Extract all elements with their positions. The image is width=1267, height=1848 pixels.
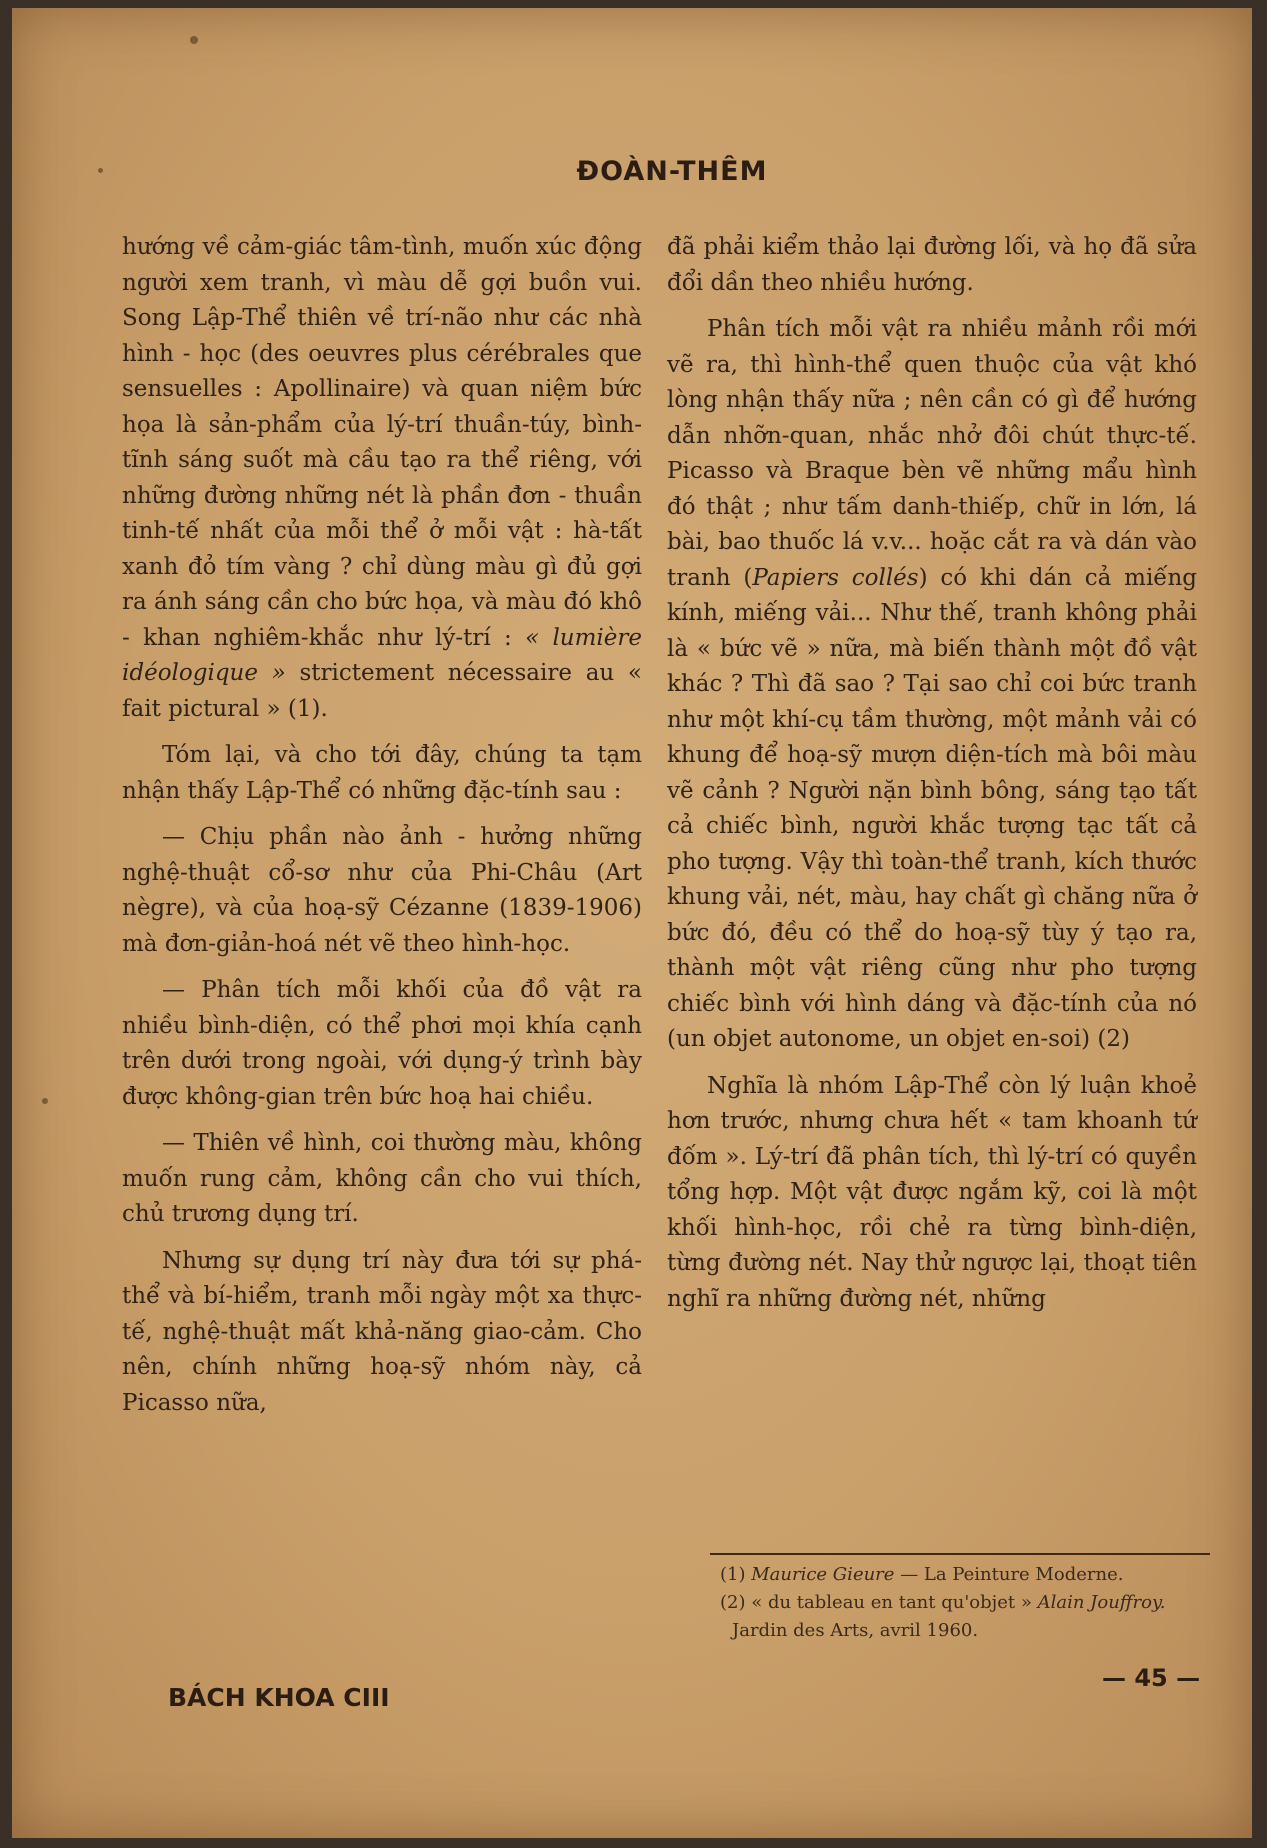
- paragraph-text: ) có khi dán cả miếng kính, miếng vải... Như thế, tranh không phải là « bức vẽ » nữa, mà biến thành một đồ vật khác ? Thì đã sao ? Tại sao chỉ coi bức tranh như một khí-cụ tầm thường, một mảnh vải có khung để hoạ-sỹ mượn diện-tích mà bôi màu vẽ cảnh ? Người nặn bình bông, sáng tạo tất cả chiếc bình, người khắc tượng tạc tất cả pho tượng. Vậy thì toàn-thể tranh, kích thước khung vải, nét, màu, hay chất gì chăng nữa ở bức đó, đều có thể do hoạ-sỹ tùy ý tạo ra, thành một vật riêng cũng như pho tượng chiếc bình với hình dáng và đặc-tính của nó (un objet autonome, un objet en-soi) (2): [667, 564, 1197, 1052]
- footnote-number: (1): [720, 1564, 746, 1585]
- list-item: — Thiên về hình, coi thường màu, không muốn rung cảm, không cần cho vui thích, chủ trương dụng trí.: [122, 1130, 642, 1227]
- footnote-author: Alain Jouffroy.: [1037, 1592, 1166, 1613]
- paragraph-text: hướng về cảm-giác tâm-tình, muốn xúc động người xem tranh, vì màu dễ gợi buồn vui. Song Lập-Thể thiên về trí-não như các nhà hình - học (des oeuvres plus cérébrales que sensuelles : Apollinaire) và quan niệm bức họa là sản-phẩm của lý-trí thuần-túy, bình-tĩnh sáng suốt mà cầu tạo ra thể riêng, với những đường những nét là phần đơn - thuần tinh-tế nhất của mỗi thể ở mỗi vật : hà-tất xanh đỏ tím vàng ? chỉ dùng màu gì đủ gợi ra ánh sáng cần cho bức họa, và màu đó khô - khan nghiêm-khắc như lý-trí :: [122, 234, 642, 651]
- left-column: [122, 230, 642, 1432]
- footnote-text: Jardin des Arts, avril 1960.: [732, 1620, 979, 1641]
- footnote-number: (2): [720, 1592, 746, 1613]
- list-item: — Chịu phần nào ảnh - hưởng những nghệ-thuật cổ-sơ như của Phi-Châu (Art nègre), và của hoạ-sỹ Cézanne (1839-1906) mà đơn-giản-hoá nét vẽ theo hình-học.: [122, 824, 642, 957]
- list-item: — Phân tích mỗi khối của đồ vật ra nhiều bình-diện, có thể phơi mọi khía cạnh trên dưới trong ngoài, với dụng-ý trình bày được không-gian trên bức hoạ hai chiều.: [122, 977, 642, 1110]
- paragraph: [667, 312, 1197, 1058]
- document-page: [12, 8, 1252, 1838]
- right-column: [667, 230, 1197, 1328]
- italic-quote: « lumière idéologique »: [122, 624, 642, 686]
- paragraph: [122, 230, 642, 727]
- italic-term: Papiers collés: [752, 564, 919, 591]
- footnotes: [710, 1553, 1210, 1645]
- paragraph: Nhưng sự dụng trí này đưa tới sự phá-thể và bí-hiểm, tranh mỗi ngày một xa thực-tế, nghệ-thuật mất khả-năng giao-cảm. Cho nên, chính những hoạ-sỹ nhóm này, cả Picasso nữa,: [122, 1247, 642, 1416]
- paragraph: đã phải kiểm thảo lại đường lối, và họ đã sửa đổi dần theo nhiều hướng.: [667, 234, 1197, 296]
- footnote-2: [710, 1589, 1210, 1645]
- page-number: — 45 —: [1102, 1664, 1201, 1692]
- paragraph-text: Phân tích mỗi vật ra nhiều mảnh rồi mới vẽ ra, thì hình-thể quen thuộc của vật khó lòng nhận thấy nữa ; nên cần có gì để hướng dẫn nhỡn-quan, nhắc nhở đôi chút thực-tế. Picasso và Braque bèn vẽ những mẩu hình đó thật ; như tấm danh-thiếp, chữ in lớn, lá bài, bao thuốc lá v.v... hoặc cắt ra và dán vào tranh (: [667, 316, 1197, 591]
- paragraph: Nghĩa là nhóm Lập-Thể còn lý luận khoẻ hơn trước, nhưng chưa hết « tam khoanh tứ đốm ». Lý-trí đã phân tích, thì lý-trí có quyền tổng hợp. Một vật được ngắm kỹ, coi là một khối hình-học, rồi chẻ ra từng bình-diện, từng đường nét. Nay thử ngược lại, thoạt tiên nghĩ ra những đường nét, những: [667, 1072, 1197, 1312]
- footnote-author: Maurice Gieure: [751, 1564, 895, 1585]
- stain-spot: [42, 1098, 48, 1104]
- paragraph-text: strictement nécessaire au « fait pictural » (1).: [122, 660, 642, 722]
- paragraph: Tóm lại, và cho tới đây, chúng ta tạm nhận thấy Lập-Thể có những đặc-tính sau :: [122, 742, 642, 804]
- stain-spot: [190, 36, 198, 44]
- footer-journal: BÁCH KHOA CIII: [168, 1683, 390, 1712]
- page-header: ĐOÀN-THÊM: [576, 156, 768, 187]
- footnote-text: « du tableau en tant qu'objet »: [751, 1592, 1032, 1613]
- footnote-text: — La Peinture Moderne.: [900, 1564, 1124, 1585]
- footnote-1: [710, 1561, 1210, 1589]
